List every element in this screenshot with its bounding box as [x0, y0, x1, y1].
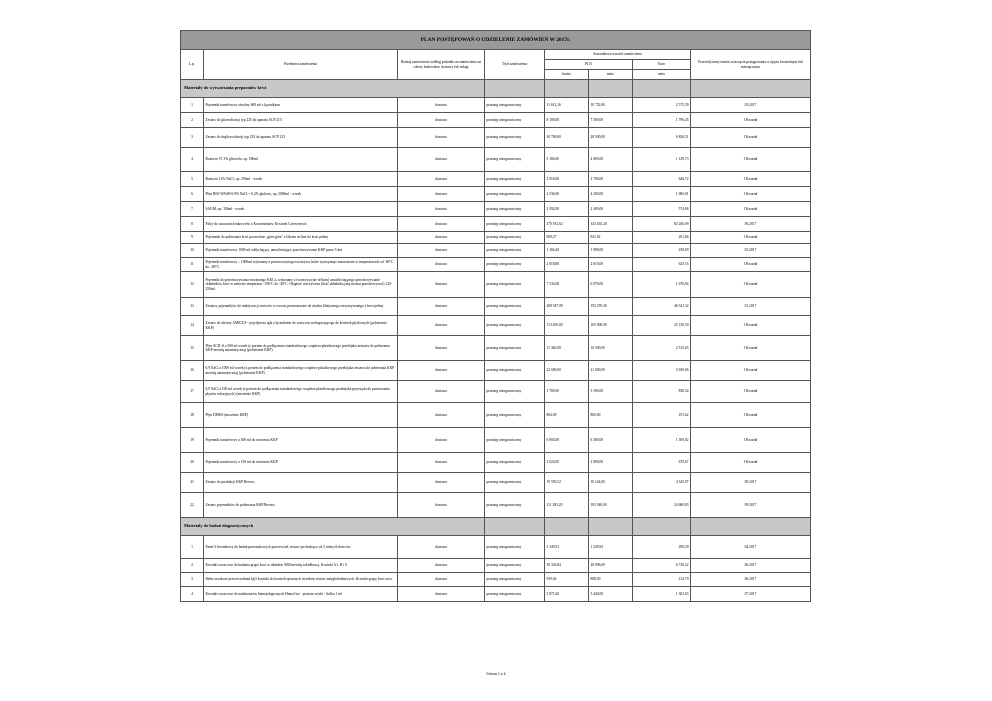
cell-netto: 800,00: [589, 403, 633, 428]
cell-subject: Płyn DMSO (mrożenie KKP): [204, 403, 398, 428]
header-pln: PLN: [545, 60, 633, 70]
cell-lp: 9: [181, 232, 204, 244]
cell-term: I Kwartał: [691, 428, 811, 453]
cell-euro: 1 303,03: [633, 587, 691, 602]
cell-netto: 4 200,00: [589, 187, 633, 202]
cell-subject: Pojemniki do pobierania krwi poczwórne „góra-góra" z filtrem in-line do krwi pełnej: [204, 232, 398, 244]
cell-brutto: 8 100,00: [545, 113, 589, 128]
cell-lp: 1: [181, 98, 204, 113]
section-row: [181, 518, 811, 536]
cell-netto: 18 144,00: [589, 473, 633, 493]
table-row: [181, 187, 811, 202]
cell-netto: 5 440,00: [589, 587, 633, 602]
table-row: [181, 272, 811, 298]
cell-subject: Pojemnik transferowy 1000 ml oddychający, umożliwiający przechowywanie KKP przez 5 dni.: [204, 244, 398, 258]
table-row: [181, 232, 811, 244]
cell-brutto: 864,00: [545, 403, 589, 428]
cell-lp: 19: [181, 428, 204, 453]
cell-mode: przetarg nieograniczony: [485, 316, 545, 336]
cell-lp: 6: [181, 187, 204, 202]
table-row: [181, 258, 811, 272]
cell-mode: przetarg nieograniczony: [485, 361, 545, 381]
cell-lp: 12: [181, 272, 204, 298]
cell-term: 03.2017: [691, 244, 811, 258]
section-fill-cell: [691, 80, 811, 98]
cell-brutto: 22 680,00: [545, 361, 589, 381]
cell-mode: przetarg nieograniczony: [485, 128, 545, 148]
cell-kind: dostawa: [398, 428, 485, 453]
cell-term: I Kwartał: [691, 148, 811, 172]
section-fill-cell: [589, 80, 633, 98]
cell-term: I Kwartał: [691, 316, 811, 336]
cell-kind: dostawa: [398, 172, 485, 187]
section-fill-cell: [633, 80, 691, 98]
cell-brutto: 7 534,08: [545, 272, 589, 298]
cell-euro: 670,67: [633, 453, 691, 473]
cell-term: 06.2017: [691, 573, 811, 587]
cell-netto: 2 400,00: [589, 202, 633, 217]
cell-lp: 13: [181, 298, 204, 316]
header-mode: Tryb zamówienia: [485, 50, 545, 80]
cell-kind: dostawa: [398, 573, 485, 587]
cell-euro: 574,86: [633, 202, 691, 217]
cell-mode: przetarg nieograniczony: [485, 232, 545, 244]
cell-kind: dostawa: [398, 217, 485, 232]
cell-kind: dostawa: [398, 298, 485, 316]
cell-brutto: 5 184,00: [545, 148, 589, 172]
cell-euro: 201,66: [633, 232, 691, 244]
cell-kind: dostawa: [398, 559, 485, 573]
cell-kind: dostawa: [398, 587, 485, 602]
table-row: [181, 172, 811, 187]
cell-kind: dostawa: [398, 493, 485, 518]
header-value: Szacunkowa wartość zamówienia: [545, 50, 691, 60]
cell-brutto: 208 947,99: [545, 298, 589, 316]
cell-subject: SAGM, op. 350ml - worek: [204, 202, 398, 217]
cell-mode: przetarg nieograniczony: [485, 148, 545, 172]
section-fill-cell: [633, 518, 691, 536]
cell-subject: Zestaw do glicerolizacji typ 225 do aparatu ACP 215: [204, 113, 398, 128]
cell-kind: dostawa: [398, 403, 485, 428]
cell-kind: dostawa: [398, 244, 485, 258]
cell-lp: 5: [181, 172, 204, 187]
cell-kind: dostawa: [398, 113, 485, 128]
cell-netto: 1 249,92: [589, 536, 633, 559]
cell-euro: 1 670,94: [633, 272, 691, 298]
cell-mode: przetarg nieograniczony: [485, 258, 545, 272]
cell-lp: 2: [181, 559, 204, 573]
cell-brutto: 1 349,91: [545, 536, 589, 559]
cell-brutto: 6 804,00: [545, 428, 589, 453]
cell-lp: 3: [181, 128, 204, 148]
table-row: [181, 361, 811, 381]
cell-netto: 2 610,00: [589, 258, 633, 272]
cell-euro: 1 509,02: [633, 428, 691, 453]
cell-subject: Zestaw do produkcji KKP Reveos: [204, 473, 398, 493]
cell-kind: dostawa: [398, 187, 485, 202]
table-row: [181, 202, 811, 217]
section-fill-cell: [691, 518, 811, 536]
cell-kind: dostawa: [398, 361, 485, 381]
cell-term: I Kwartał: [691, 187, 811, 202]
cell-kind: dostawa: [398, 98, 485, 113]
cell-mode: przetarg nieograniczony: [485, 536, 545, 559]
cell-brutto: 19 595,52: [545, 473, 589, 493]
cell-subject: Filtry do usuwania leukocytów z Koncentratów Krwinek Czerwonych: [204, 217, 398, 232]
table-row: [181, 453, 811, 473]
table-row: [181, 403, 811, 428]
cell-term: 04.2017: [691, 536, 811, 559]
table-row: [181, 298, 811, 316]
cell-mode: przetarg nieograniczony: [485, 217, 545, 232]
cell-netto: 103 040,00: [589, 493, 633, 518]
cell-euro: 299,39: [633, 536, 691, 559]
cell-subject: Słabo uczulone przeciwciałami IgG krwinki do kontroli ujemnych wyników testów antyglobulinowych. Krwinki grupy krwi zero.: [204, 573, 398, 587]
cell-mode: przetarg nieograniczony: [485, 403, 545, 428]
cell-brutto: 3 780,00: [545, 381, 589, 403]
cell-kind: dostawa: [398, 453, 485, 473]
cell-netto: 105 000,00: [589, 316, 633, 336]
cell-netto: 7 500,00: [589, 113, 633, 128]
cell-brutto: 1 166,40: [545, 244, 589, 258]
cell-euro: 625,16: [633, 258, 691, 272]
cell-lp: 10: [181, 244, 204, 258]
cell-netto: 2 700,00: [589, 172, 633, 187]
cell-subject: 0,9 NaCl a 100 ml worek (z portem do podłączenia standardowego couplera-plastikowego przebijaka przyrządu do przetaczania płynów infuzyjnych) (mrożenie KKP): [204, 381, 398, 403]
cell-netto: 28 500,00: [589, 128, 633, 148]
cell-brutto: 909,27: [545, 232, 589, 244]
cell-brutto: 959,04: [545, 573, 589, 587]
cell-term: I Kwartał: [691, 272, 811, 298]
header-brutto: brutto: [545, 70, 589, 80]
cell-brutto: 2 916,00: [545, 172, 589, 187]
cell-subject: Płyn ACD-A a 500 ml worek (z portem do podłączenia standardowego couplera-plastikowego przebijaka zestawu do pobierania KKP metodą automatyczną) (pobieranie KKP): [204, 336, 398, 361]
cell-brutto: 2 592,00: [545, 202, 589, 217]
header-netto-euro: netto: [633, 70, 691, 80]
cell-term: I Kwartał: [691, 258, 811, 272]
cell-subject: Krwinki wzorcowe do analizatorów hematologicznych HemoCue - poziom wyski - fiolka 1 ml: [204, 587, 398, 602]
table-row: [181, 536, 811, 559]
table-row: [181, 428, 811, 453]
cell-term: I Kwartał: [691, 381, 811, 403]
section-title: Materiały do badań diagnostycznych: [181, 518, 485, 536]
cell-brutto: 2 818,80: [545, 258, 589, 272]
cell-subject: Płyn BIO-WASH 0,9% NaCl + 0,2% glukozy, op. 2000ml - worek: [204, 187, 398, 202]
cell-subject: Krwinki wzorcowe do badania grupy krwi w układzie AB0 metodą szkiełkową. Krwinki A1, B i 0.: [204, 559, 398, 573]
cell-mode: przetarg nieograniczony: [485, 113, 545, 128]
cell-subject: Roztwór 57,1% glicerolu, op. 500ml: [204, 148, 398, 172]
table-row: [181, 128, 811, 148]
cell-mode: przetarg nieograniczony: [485, 172, 545, 187]
cell-netto: 193 470,36: [589, 298, 633, 316]
cell-mode: przetarg nieograniczony: [485, 559, 545, 573]
cell-netto: 2 800,00: [589, 453, 633, 473]
cell-mode: przetarg nieograniczony: [485, 473, 545, 493]
cell-netto: 28 096,00: [589, 559, 633, 573]
cell-lp: 4: [181, 587, 204, 602]
header-netto: netto: [589, 70, 633, 80]
cell-term: I Kwartał: [691, 361, 811, 381]
cell-netto: 21 000,00: [589, 361, 633, 381]
cell-brutto: 4 536,00: [545, 187, 589, 202]
cell-term: 09.2017: [691, 473, 811, 493]
table-row: [181, 148, 811, 172]
cell-mode: przetarg nieograniczony: [485, 453, 545, 473]
cell-netto: 1 080,00: [589, 244, 633, 258]
cell-mode: przetarg nieograniczony: [485, 428, 545, 453]
section-fill-cell: [485, 80, 545, 98]
cell-term: I Kwartał: [691, 113, 811, 128]
cell-brutto: 3 024,00: [545, 453, 589, 473]
cell-kind: dostawa: [398, 272, 485, 298]
cell-term: I Kwartał: [691, 128, 811, 148]
cell-brutto: 113 400,00: [545, 316, 589, 336]
table-row: [181, 473, 811, 493]
cell-lp: 3: [181, 573, 204, 587]
cell-euro: 6 826,51: [633, 128, 691, 148]
cell-lp: 21: [181, 473, 204, 493]
cell-subject: Zestaw do deglicerolizacji typ 235 do aparatu ACP 215: [204, 128, 398, 148]
cell-netto: 888,00: [589, 573, 633, 587]
cell-mode: przetarg nieograniczony: [485, 202, 545, 217]
cell-euro: 646,72: [633, 172, 691, 187]
cell-term: 06.2017: [691, 559, 811, 573]
table-row: [181, 573, 811, 587]
cell-term: I Kwartał: [691, 172, 811, 187]
cell-subject: Zestawy pojemników do inaktywacji wirusów w osoczu przeznaczone do użytku klinicznego otrzymywanego z krwi pełnej: [204, 298, 398, 316]
cell-kind: dostawa: [398, 381, 485, 403]
cell-subject: Pojemnik transferowy a 300 ml do mrożenia KKP: [204, 428, 398, 453]
cell-mode: przetarg nieograniczony: [485, 493, 545, 518]
table-row: [181, 244, 811, 258]
header-lp: L.p.: [181, 50, 204, 80]
cell-euro: 1 149,73: [633, 148, 691, 172]
header-subject: Przedmiot zamówienia: [204, 50, 398, 80]
cell-netto: 3 500,00: [589, 381, 633, 403]
cell-lp: 7: [181, 202, 204, 217]
cell-kind: dostawa: [398, 232, 485, 244]
cell-lp: 14: [181, 316, 204, 336]
cell-term: I Kwartał: [691, 202, 811, 217]
cell-mode: przetarg nieograniczony: [485, 187, 545, 202]
cell-netto: 4 800,00: [589, 148, 633, 172]
cell-mode: przetarg nieograniczony: [485, 298, 545, 316]
section-title: Materiały do wytwarzania preparatów krwi: [181, 80, 485, 98]
table-row: [181, 217, 811, 232]
cell-lp: 16: [181, 361, 204, 381]
cell-lp: 15: [181, 336, 204, 361]
cell-euro: 46 341,32: [633, 298, 691, 316]
cell-mode: przetarg nieograniczony: [485, 98, 545, 113]
cell-euro: 82 266,09: [633, 217, 691, 232]
cell-term: 01.2017: [691, 298, 811, 316]
cell-euro: 191,62: [633, 403, 691, 428]
cell-brutto: 370 931,62: [545, 217, 589, 232]
cell-kind: dostawa: [398, 128, 485, 148]
page-title: PLAN POSTĘPOWAŃ O UDZIELENIE ZAMÓWIEŃ W 2017r.: [181, 31, 811, 50]
procurement-plan-sheet: [180, 30, 810, 602]
table-row: [181, 336, 811, 361]
cell-kind: dostawa: [398, 202, 485, 217]
cell-euro: 25 150,30: [633, 316, 691, 336]
cell-brutto: 5 875,20: [545, 587, 589, 602]
cell-netto: 10 752,00: [589, 98, 633, 113]
cell-lp: 1: [181, 536, 204, 559]
cell-lp: 18: [181, 403, 204, 428]
section-fill-cell: [485, 518, 545, 536]
cell-euro: 2 575,39: [633, 98, 691, 113]
cell-term: I Kwartał: [691, 232, 811, 244]
cell-mode: przetarg nieograniczony: [485, 244, 545, 258]
cell-brutto: 11 612,16: [545, 98, 589, 113]
cell-lp: 4: [181, 148, 204, 172]
cell-mode: przetarg nieograniczony: [485, 336, 545, 361]
cell-lp: 17: [181, 381, 204, 403]
cell-subject: Zestaw pojemników do pobierania KKP Reveos: [204, 493, 398, 518]
cell-term: 09.2017: [691, 493, 811, 518]
header-euro: Euro: [633, 60, 691, 70]
table-row: [181, 587, 811, 602]
cell-subject: 0,9 NaCl a 1000 ml worek (z portem do podłączenia standardowego couplera-plastikowego przebijaka zestawu do pobierania KKP metodą automatyczną) (pobieranie KKP): [204, 361, 398, 381]
table-body: [181, 80, 811, 602]
cell-euro: 6 730,22: [633, 559, 691, 573]
table-row: [181, 381, 811, 403]
cell-term: 03.2017: [691, 98, 811, 113]
cell-brutto: 11 340,00: [545, 336, 589, 361]
table-row: [181, 493, 811, 518]
cell-kind: dostawa: [398, 473, 485, 493]
cell-kind: dostawa: [398, 336, 485, 361]
cell-kind: dostawa: [398, 536, 485, 559]
cell-lp: 8: [181, 217, 204, 232]
cell-mode: przetarg nieograniczony: [485, 381, 545, 403]
cell-mode: przetarg nieograniczony: [485, 573, 545, 587]
cell-lp: 2: [181, 113, 204, 128]
cell-euro: 24 680,83: [633, 493, 691, 518]
cell-term: 06.2017: [691, 217, 811, 232]
cell-euro: 212,70: [633, 573, 691, 587]
cell-netto: 10 500,00: [589, 336, 633, 361]
cell-lp: 11: [181, 258, 204, 272]
cell-brutto: 111 283,20: [545, 493, 589, 518]
cell-kind: dostawa: [398, 258, 485, 272]
page-footer: Strona 1 z 6: [486, 672, 506, 676]
cell-lp: 20: [181, 453, 204, 473]
cell-euro: 1 006,01: [633, 187, 691, 202]
cell-subject: Panel 3 krwinkowy do badań przeszukowych przeciwciał, zestaw pochodzący od 3 różnych dawców.: [204, 536, 398, 559]
section-fill-cell: [545, 518, 589, 536]
cell-kind: dostawa: [398, 316, 485, 336]
cell-euro: 838,34: [633, 381, 691, 403]
cell-subject: Zestaw do aferezy AMICUS - pojedyncza igła z łącznikiem do roztworu wzbogacającego do krwinek płytkowych (pobieranie KKP): [204, 316, 398, 336]
table-row: [181, 113, 811, 128]
section-row: [181, 80, 811, 98]
section-fill-cell: [589, 518, 633, 536]
cell-subject: Pojemnik transferowy – 1000ml wykonany z przezroczystego tworzywa, które wytrzymuje zamrożenie w temperaturach od -60°C do –80°C.: [204, 258, 398, 272]
cell-brutto: 30 780,00: [545, 128, 589, 148]
cell-netto: 841,92: [589, 232, 633, 244]
cell-netto: 343 455,20: [589, 217, 633, 232]
cell-euro: 1 796,45: [633, 113, 691, 128]
cell-mode: przetarg nieograniczony: [485, 272, 545, 298]
cell-subject: Pojemnik transferowy sterylny 600 ml z łącznikiem: [204, 98, 398, 113]
table-row: [181, 559, 811, 573]
procurement-plan-table: [180, 30, 811, 602]
cell-netto: 6 300,00: [589, 428, 633, 453]
cell-euro: 258,69: [633, 244, 691, 258]
table-row: [181, 98, 811, 113]
cell-euro: 2 515,03: [633, 336, 691, 361]
cell-subject: Pojemnik do przechowywania mrożonego KKCz, wykonany z tworzywa (nie teflonu) umożliwiającego przechowywanie składników krwi w zakresie temperatur -196°C do -40°C. Objętość rzeczywista (ilość składnika jaką można przechowywać) 120-250ml.: [204, 272, 398, 298]
cell-term: I Kwartał: [691, 403, 811, 428]
cell-term: I Kwartał: [691, 453, 811, 473]
table-row: [181, 316, 811, 336]
cell-term: I Kwartał: [691, 336, 811, 361]
cell-lp: 22: [181, 493, 204, 518]
header-kind: Rodzaj zamówienia według podziału na zamówienia na roboty budowlane, dostawy lub usługi: [398, 50, 485, 80]
cell-brutto: 30 343,84: [545, 559, 589, 573]
cell-kind: dostawa: [398, 148, 485, 172]
section-fill-cell: [545, 80, 589, 98]
cell-netto: 6 976,00: [589, 272, 633, 298]
cell-euro: 5 030,06: [633, 361, 691, 381]
cell-mode: przetarg nieograniczony: [485, 587, 545, 602]
header-term: Przewidywany termin wszczęcia postępowania w ujęciu kwartalnym lub miesięcznym: [691, 50, 811, 80]
cell-term: 07.2017: [691, 587, 811, 602]
cell-subject: Pojemnik transferowy a 150 ml do mrożenia KKP: [204, 453, 398, 473]
cell-euro: 4 345,97: [633, 473, 691, 493]
cell-subject: Roztwór 12% NaCl, op. 250ml - worek: [204, 172, 398, 187]
